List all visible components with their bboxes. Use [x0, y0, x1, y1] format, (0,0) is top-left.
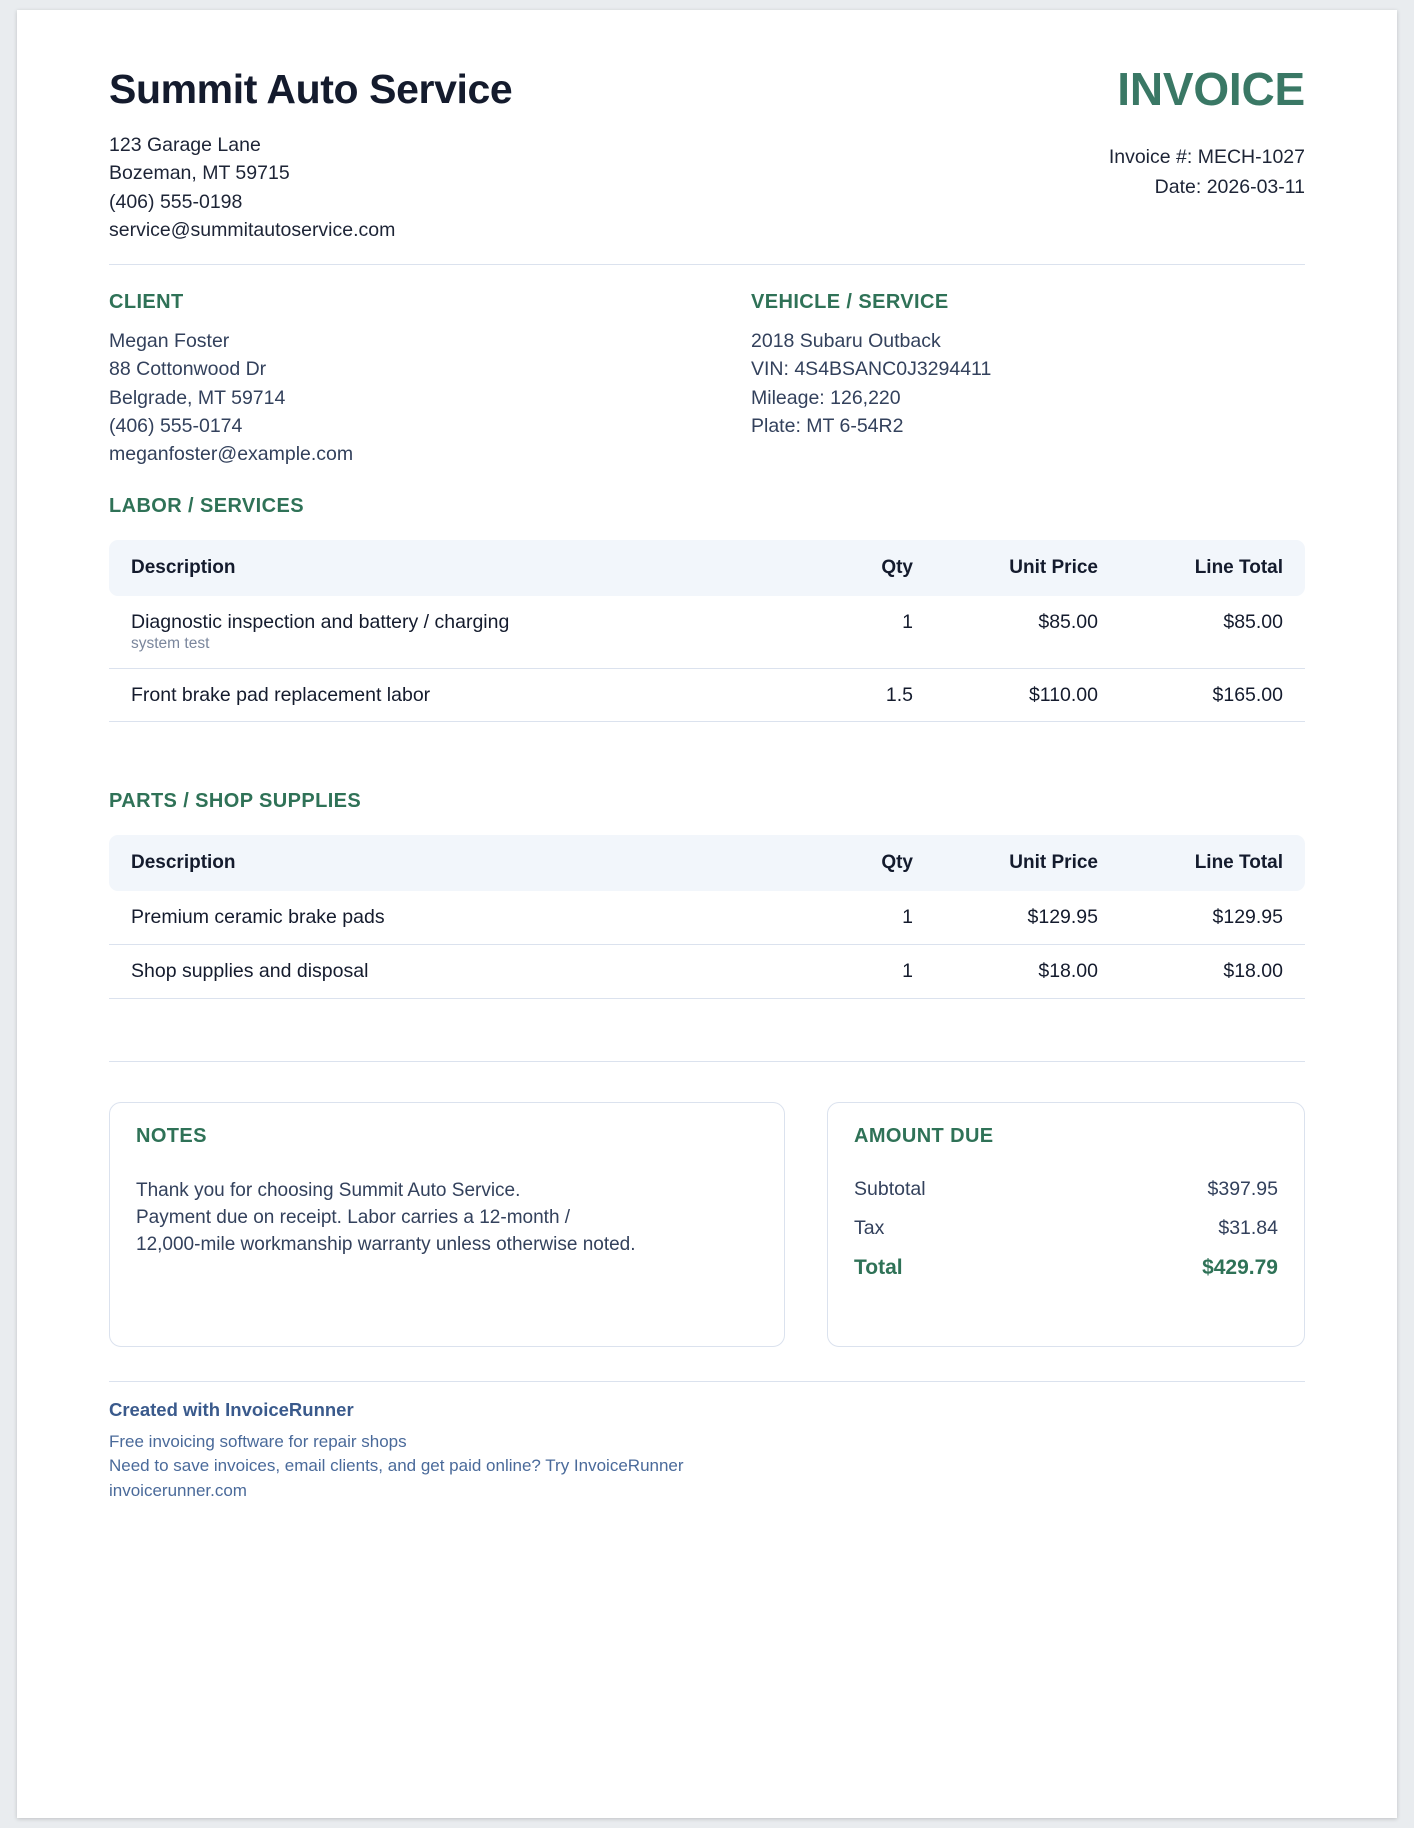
client-address-line2: Belgrade, MT 59714 [109, 386, 286, 409]
vehicle-details [751, 327, 1305, 440]
labor-table-header-row [109, 540, 1305, 596]
notes-heading: NOTES [136, 1125, 207, 1148]
labor-row-0-description-text: Diagnostic inspection and battery / charging [131, 610, 510, 633]
parts-row-0-unit-price: $129.95 [935, 891, 1120, 944]
labor-row-1-line-total: $165.00 [1120, 668, 1305, 722]
labor-table [109, 540, 1305, 723]
parts-row-0-qty: 1 [805, 891, 935, 944]
summary-section [109, 1102, 1305, 1347]
notes-line-3: 12,000-mile workmanship warranty unless otherwise noted. [136, 1233, 636, 1255]
company-address-line2: Bozeman, MT 59715 [109, 162, 290, 185]
company-phone: (406) 555-0198 [109, 190, 243, 213]
vehicle-description: 2018 Subaru Outback [751, 330, 941, 353]
company-address-line1: 123 Garage Lane [109, 134, 261, 157]
table-row [109, 945, 1305, 999]
parts-row-0-line-total: $129.95 [1120, 891, 1305, 944]
vehicle-block [707, 291, 1305, 468]
tax-value: $31.84 [1218, 1217, 1278, 1240]
labor-row-0-qty: 1 [805, 596, 935, 669]
total-row [854, 1256, 1278, 1280]
parts-row-1-unit-price: $18.00 [935, 945, 1120, 999]
vehicle-heading: VEHICLE / SERVICE [751, 291, 949, 314]
vehicle-mileage: Mileage: 126,220 [751, 386, 901, 409]
labor-col-qty: Qty [805, 540, 935, 596]
invoice-page [17, 10, 1397, 1818]
client-heading: CLIENT [109, 291, 184, 314]
table-row [109, 596, 1305, 669]
labor-row-0-unit-price: $85.00 [935, 596, 1120, 669]
subtotal-value: $397.95 [1207, 1178, 1278, 1201]
total-value: $429.79 [1202, 1256, 1278, 1280]
notes-line-1: Thank you for choosing Summit Auto Service. [136, 1180, 521, 1202]
client-name: Megan Foster [109, 330, 230, 353]
footer-title: Created with InvoiceRunner [109, 1399, 354, 1421]
labor-row-1-description: Front brake pad replacement labor [109, 668, 805, 722]
client-address-line1: 88 Cottonwood Dr [109, 358, 267, 381]
parts-col-description: Description [109, 835, 805, 891]
vehicle-vin: VIN: 4S4BSANC0J3294411 [751, 358, 992, 381]
document-meta-block [1108, 63, 1305, 202]
parts-section-title: PARTS / SHOP SUPPLIES [109, 790, 362, 813]
notes-box [109, 1102, 785, 1347]
parts-table [109, 835, 1305, 999]
parts-bottom-spacer [109, 999, 1305, 1041]
labor-col-line-total: Line Total [1120, 540, 1305, 596]
header-divider [109, 264, 1305, 265]
amount-due-heading: AMOUNT DUE [854, 1125, 994, 1148]
parts-row-0-description: Premium ceramic brake pads [109, 891, 805, 944]
footer-cta: Need to save invoices, email clients, and get paid online? Try InvoiceRunner [109, 1456, 684, 1476]
client-phone: (406) 555-0174 [109, 415, 243, 437]
labor-row-0-description [109, 596, 805, 669]
total-label: Total [854, 1256, 903, 1280]
client-block [109, 291, 707, 468]
parties-section [109, 291, 1305, 468]
totals-divider [109, 1061, 1305, 1062]
table-row [109, 668, 1305, 722]
labor-section-title: LABOR / SERVICES [109, 494, 304, 517]
client-email: meganfoster@example.com [109, 443, 354, 466]
invoice-sheet [17, 10, 1397, 1503]
tax-label: Tax [854, 1217, 885, 1240]
company-contact [109, 131, 512, 244]
labor-row-1-qty: 1.5 [805, 668, 935, 722]
notes-body [136, 1178, 758, 1259]
invoice-header [109, 63, 1305, 244]
footer-url[interactable]: invoicerunner.com [109, 1480, 247, 1500]
table-row [109, 891, 1305, 944]
parts-col-line-total: Line Total [1120, 835, 1305, 891]
parts-col-qty: Qty [805, 835, 935, 891]
vehicle-plate: Plate: MT 6-54R2 [751, 415, 904, 437]
labor-row-0-line-total: $85.00 [1120, 596, 1305, 669]
parts-row-1-line-total: $18.00 [1120, 945, 1305, 999]
parts-table-header-row [109, 835, 1305, 891]
subtotal-label: Subtotal [854, 1178, 926, 1201]
invoice-number: Invoice #: MECH-1027 [1108, 146, 1305, 168]
labor-col-description: Description [109, 540, 805, 596]
company-email: service@summitautoservice.com [109, 218, 396, 241]
subtotal-row [854, 1178, 1278, 1201]
labor-col-unit-price: Unit Price [935, 540, 1120, 596]
parts-row-1-description: Shop supplies and disposal [109, 945, 805, 999]
company-name: Summit Auto Service [109, 66, 513, 112]
footer-tagline: Free invoicing software for repair shops [109, 1432, 407, 1452]
labor-row-1-unit-price: $110.00 [935, 668, 1120, 722]
labor-parts-spacer [109, 722, 1305, 764]
tax-row [854, 1217, 1278, 1240]
document-meta [1109, 142, 1305, 202]
amount-due-box [827, 1102, 1305, 1347]
client-details [109, 327, 683, 468]
footer-body [109, 1430, 1305, 1503]
parts-col-unit-price: Unit Price [935, 835, 1120, 891]
notes-line-2: Payment due on receipt. Labor carries a 12-month / [136, 1207, 571, 1228]
invoice-date: Date: 2026-03-11 [1154, 176, 1305, 199]
company-block [109, 66, 512, 244]
invoice-footer [109, 1381, 1305, 1503]
document-type-label: INVOICE [1117, 63, 1305, 115]
labor-row-0-description-wrap: system test [131, 635, 210, 653]
parts-row-1-qty: 1 [805, 945, 935, 999]
